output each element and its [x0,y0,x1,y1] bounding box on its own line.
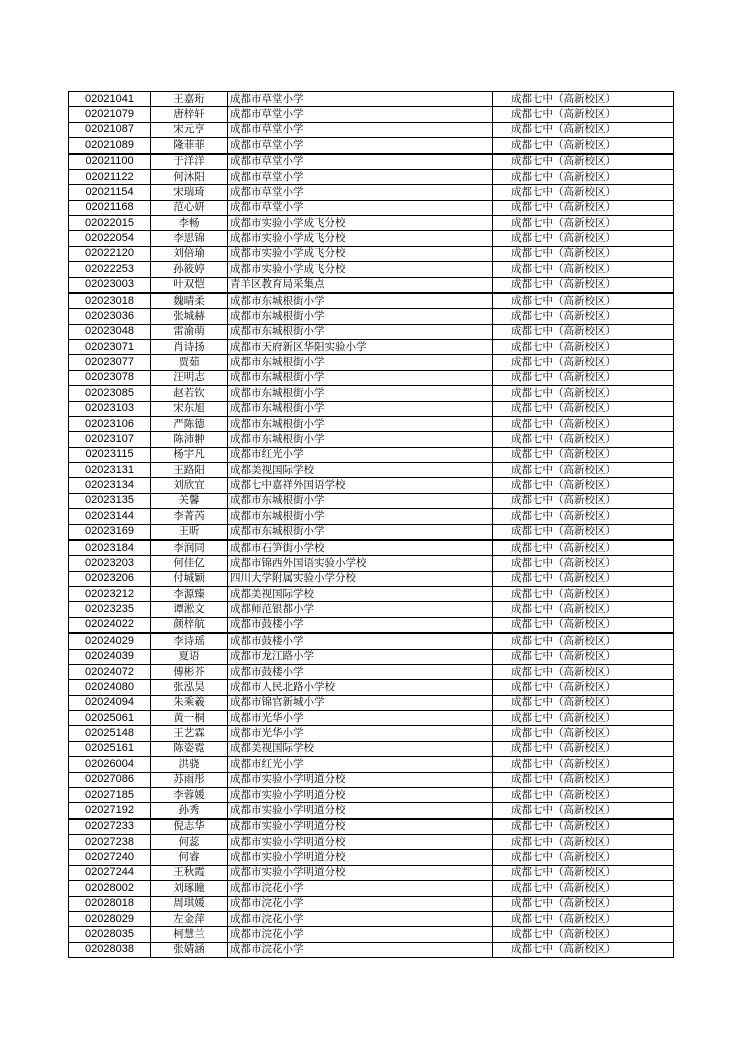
student-name-cell: 何佳亿 [151,556,228,571]
student-id-cell: 02023103 [69,401,151,416]
student-id-cell: 02021168 [69,200,151,215]
student-name-cell: 王嘉珩 [151,92,228,107]
student-name-cell: 颜梓航 [151,617,228,633]
school-cell: 成都市实验小学成飞分校 [228,231,493,246]
student-name-cell: 陈姿霓 [151,741,228,756]
school-cell: 成都市光华小学 [228,726,493,741]
school-cell: 成都市天府新区华阳实验小学 [228,340,493,355]
student-id-cell: 02027244 [69,865,151,880]
student-id-cell: 02023107 [69,432,151,447]
student-name-cell: 王艺霖 [151,726,228,741]
school-cell: 成都市实验小学明道分校 [228,772,493,787]
table-row [69,835,674,850]
student-name-cell: 王秋霞 [151,865,228,880]
destination-cell: 成都七中（高新校区） [493,850,674,865]
destination-cell: 成都七中（高新校区） [493,386,674,401]
table-row [69,107,674,122]
student-id-cell: 02023018 [69,293,151,309]
table-row [69,649,674,664]
table-row [69,571,674,586]
student-name-cell: 张婧涵 [151,942,228,957]
destination-cell: 成都七中（高新校区） [493,680,674,695]
destination-cell: 成都七中（高新校区） [493,865,674,880]
student-name-cell: 朱乘羲 [151,695,228,710]
school-cell: 成都市东城根街小学 [228,493,493,508]
destination-cell: 成都七中（高新校区） [493,246,674,261]
student-name-cell: 倪志华 [151,819,228,835]
school-cell: 成都市鼓楼小学 [228,617,493,633]
table-row [69,262,674,277]
student-id-cell: 02021087 [69,122,151,137]
school-cell: 成都市红光小学 [228,447,493,462]
destination-cell: 成都七中（高新校区） [493,927,674,942]
school-cell: 成都市实验小学成飞分校 [228,246,493,261]
destination-cell: 成都七中（高新校区） [493,633,674,649]
destination-cell: 成都七中（高新校区） [493,416,674,431]
school-cell: 成都市石笋街小学校 [228,540,493,556]
table-row [69,927,674,942]
student-id-cell: 02023003 [69,277,151,293]
student-id-cell: 02023203 [69,556,151,571]
destination-cell: 成都七中（高新校区） [493,695,674,710]
destination-cell: 成都七中（高新校区） [493,881,674,896]
student-id-cell: 02027185 [69,787,151,802]
table-row [69,524,674,540]
student-name-cell: 关馨 [151,493,228,508]
student-name-cell: 宋瑞琦 [151,185,228,200]
student-name-cell: 李蓉媛 [151,787,228,802]
student-name-cell: 夏语 [151,649,228,664]
table-row [69,896,674,911]
table-row [69,185,674,200]
table-row [69,772,674,787]
destination-cell: 成都七中（高新校区） [493,293,674,309]
student-name-cell: 何蕊 [151,835,228,850]
student-id-cell: 02028035 [69,927,151,942]
table-row [69,819,674,835]
school-cell: 成都市浣花小学 [228,911,493,926]
student-id-cell: 02024039 [69,649,151,664]
student-name-cell: 隆菲菲 [151,138,228,154]
student-id-cell: 02021079 [69,107,151,122]
table-row [69,803,674,819]
student-id-cell: 02024022 [69,617,151,633]
table-row [69,138,674,154]
table-row [69,726,674,741]
school-cell: 成都市浣花小学 [228,927,493,942]
school-cell: 成都市实验小学成飞分校 [228,262,493,277]
table-row [69,355,674,370]
school-cell: 成都市东城根街小学 [228,416,493,431]
student-id-cell: 02028038 [69,942,151,957]
table-row [69,711,674,726]
school-cell: 成都市草堂小学 [228,154,493,170]
student-name-cell: 刘倍瑜 [151,246,228,261]
school-cell: 成都市草堂小学 [228,185,493,200]
student-name-cell: 李思锦 [151,231,228,246]
school-cell: 成都市龙江路小学 [228,649,493,664]
destination-cell: 成都七中（高新校区） [493,556,674,571]
table-row [69,850,674,865]
destination-cell: 成都七中（高新校区） [493,355,674,370]
student-name-cell: 柯慧兰 [151,927,228,942]
school-cell: 成都市草堂小学 [228,138,493,154]
student-id-cell: 02023078 [69,370,151,385]
school-cell: 成都师范银都小学 [228,602,493,617]
school-cell: 成都市东城根街小学 [228,355,493,370]
student-name-cell: 魏晴柔 [151,293,228,309]
destination-cell: 成都七中（高新校区） [493,772,674,787]
destination-cell: 成都七中（高新校区） [493,169,674,184]
destination-cell: 成都七中（高新校区） [493,757,674,772]
destination-cell: 成都七中（高新校区） [493,447,674,462]
table-row [69,911,674,926]
table-row [69,617,674,633]
student-id-cell: 02023131 [69,463,151,478]
student-id-cell: 02021089 [69,138,151,154]
student-name-cell: 肖诗扬 [151,340,228,355]
school-cell: 成都市东城根街小学 [228,386,493,401]
student-name-cell: 王路阳 [151,463,228,478]
table-row [69,216,674,231]
student-name-cell: 陈沛翀 [151,432,228,447]
table-row [69,386,674,401]
student-id-cell: 02025161 [69,741,151,756]
table-row [69,741,674,756]
table-row [69,556,674,571]
student-id-cell: 02023135 [69,493,151,508]
school-cell: 成都市草堂小学 [228,107,493,122]
school-cell: 成都市实验小学明道分校 [228,787,493,802]
destination-cell: 成都七中（高新校区） [493,432,674,447]
school-cell: 成都市浣花小学 [228,881,493,896]
student-name-cell: 孙秀 [151,803,228,819]
school-cell: 成都市东城根街小学 [228,432,493,447]
table-row [69,122,674,137]
destination-cell: 成都七中（高新校区） [493,340,674,355]
destination-cell: 成都七中（高新校区） [493,911,674,926]
school-cell: 成都市草堂小学 [228,200,493,215]
destination-cell: 成都七中（高新校区） [493,896,674,911]
table-row [69,587,674,602]
table-row [69,757,674,772]
student-id-cell: 02023212 [69,587,151,602]
destination-cell: 成都七中（高新校区） [493,803,674,819]
student-name-cell: 李菁芮 [151,509,228,524]
destination-cell: 成都七中（高新校区） [493,401,674,416]
table-row [69,324,674,339]
destination-cell: 成都七中（高新校区） [493,835,674,850]
student-name-cell: 杨宇凡 [151,447,228,462]
student-id-cell: 02028002 [69,881,151,896]
destination-cell: 成都七中（高新校区） [493,587,674,602]
student-id-cell: 02028018 [69,896,151,911]
table-row [69,200,674,215]
table-row [69,154,674,170]
table-row [69,231,674,246]
school-cell: 成都美视国际学校 [228,587,493,602]
table-row [69,246,674,261]
student-name-cell: 雷渝萌 [151,324,228,339]
school-cell: 成都市鼓楼小学 [228,633,493,649]
destination-cell: 成都七中（高新校区） [493,324,674,339]
student-name-cell: 汪明志 [151,370,228,385]
school-cell: 成都市实验小学成飞分校 [228,216,493,231]
student-id-cell: 02023115 [69,447,151,462]
student-id-cell: 02023071 [69,340,151,355]
student-id-cell: 02023134 [69,478,151,493]
school-cell: 成都市实验小学明道分校 [228,850,493,865]
student-id-cell: 02022015 [69,216,151,231]
student-name-cell: 何沐阳 [151,169,228,184]
student-name-cell: 傅彬芥 [151,664,228,679]
table-row [69,309,674,324]
destination-cell: 成都七中（高新校区） [493,819,674,835]
table-row [69,401,674,416]
school-cell: 青羊区教育局采集点 [228,277,493,293]
student-name-cell: 苏雨彤 [151,772,228,787]
destination-cell: 成都七中（高新校区） [493,138,674,154]
destination-cell: 成都七中（高新校区） [493,478,674,493]
student-id-cell: 02023036 [69,309,151,324]
student-name-cell: 黄一桐 [151,711,228,726]
student-name-cell: 刘琢瞳 [151,881,228,896]
school-cell: 成都市草堂小学 [228,92,493,107]
student-name-cell: 王昕 [151,524,228,540]
destination-cell: 成都七中（高新校区） [493,216,674,231]
school-cell: 成都市东城根街小学 [228,309,493,324]
destination-cell: 成都七中（高新校区） [493,262,674,277]
table-row [69,92,674,107]
school-cell: 成都市东城根街小学 [228,524,493,540]
destination-cell: 成都七中（高新校区） [493,540,674,556]
table-row [69,509,674,524]
school-cell: 成都市实验小学明道分校 [228,865,493,880]
school-cell: 成都市草堂小学 [228,122,493,137]
student-name-cell: 李诗瑶 [151,633,228,649]
student-id-cell: 02026004 [69,757,151,772]
student-name-cell: 李润同 [151,540,228,556]
student-id-cell: 02024080 [69,680,151,695]
table-row [69,277,674,293]
school-cell: 成都市浣花小学 [228,942,493,957]
school-cell: 成都市鼓楼小学 [228,664,493,679]
table-row [69,787,674,802]
student-name-cell: 谭淞文 [151,602,228,617]
student-name-cell: 何睿 [151,850,228,865]
table-row [69,865,674,880]
school-cell: 成都市东城根街小学 [228,401,493,416]
student-id-cell: 02023106 [69,416,151,431]
destination-cell: 成都七中（高新校区） [493,741,674,756]
table-row [69,463,674,478]
destination-cell: 成都七中（高新校区） [493,787,674,802]
table-row [69,664,674,679]
table-row [69,540,674,556]
student-name-cell: 宋元亨 [151,122,228,137]
student-id-cell: 02023206 [69,571,151,586]
student-name-cell: 赵若钦 [151,386,228,401]
table-row [69,169,674,184]
destination-cell: 成都七中（高新校区） [493,370,674,385]
student-name-cell: 刘欣宜 [151,478,228,493]
student-id-cell: 02027233 [69,819,151,835]
school-cell: 成都市实验小学明道分校 [228,835,493,850]
student-id-cell: 02022120 [69,246,151,261]
school-cell: 成都市锦西外国语实验小学校 [228,556,493,571]
student-id-cell: 02027192 [69,803,151,819]
table-row [69,447,674,462]
destination-cell: 成都七中（高新校区） [493,711,674,726]
student-id-cell: 02023144 [69,509,151,524]
destination-cell: 成都七中（高新校区） [493,154,674,170]
table-row [69,370,674,385]
student-name-cell: 周琪媛 [151,896,228,911]
table-row [69,432,674,447]
student-id-cell: 02027086 [69,772,151,787]
student-id-cell: 02023184 [69,540,151,556]
student-id-cell: 02027238 [69,835,151,850]
destination-cell: 成都七中（高新校区） [493,571,674,586]
school-cell: 成都市东城根街小学 [228,324,493,339]
school-cell: 成都市红光小学 [228,757,493,772]
school-cell: 成都七中嘉祥外国语学校 [228,478,493,493]
destination-cell: 成都七中（高新校区） [493,309,674,324]
student-name-cell: 叶双恺 [151,277,228,293]
student-id-cell: 02023235 [69,602,151,617]
school-cell: 四川大学附属实验小学分校 [228,571,493,586]
table-row [69,680,674,695]
admission-list-table [68,91,674,958]
student-name-cell: 孙筱婷 [151,262,228,277]
student-name-cell: 张泓昊 [151,680,228,695]
student-name-cell: 于洋洋 [151,154,228,170]
school-cell: 成都美视国际学校 [228,741,493,756]
destination-cell: 成都七中（高新校区） [493,463,674,478]
school-cell: 成都市人民北路小学校 [228,680,493,695]
destination-cell: 成都七中（高新校区） [493,524,674,540]
student-id-cell: 02021041 [69,92,151,107]
student-id-cell: 02023085 [69,386,151,401]
school-cell: 成都市浣花小学 [228,896,493,911]
table-row [69,293,674,309]
table-row [69,416,674,431]
destination-cell: 成都七中（高新校区） [493,200,674,215]
student-id-cell: 02024094 [69,695,151,710]
table-row [69,633,674,649]
school-cell: 成都市东城根街小学 [228,509,493,524]
school-cell: 成都市光华小学 [228,711,493,726]
student-id-cell: 02024029 [69,633,151,649]
table-row [69,340,674,355]
destination-cell: 成都七中（高新校区） [493,493,674,508]
student-id-cell: 02023169 [69,524,151,540]
student-name-cell: 宋东旭 [151,401,228,416]
destination-cell: 成都七中（高新校区） [493,617,674,633]
student-name-cell: 严陈德 [151,416,228,431]
destination-cell: 成都七中（高新校区） [493,107,674,122]
destination-cell: 成都七中（高新校区） [493,942,674,957]
table-row [69,881,674,896]
student-id-cell: 02021100 [69,154,151,170]
student-id-cell: 02021154 [69,185,151,200]
destination-cell: 成都七中（高新校区） [493,277,674,293]
student-id-cell: 02027240 [69,850,151,865]
school-cell: 成都市草堂小学 [228,169,493,184]
destination-cell: 成都七中（高新校区） [493,231,674,246]
destination-cell: 成都七中（高新校区） [493,185,674,200]
student-id-cell: 02025148 [69,726,151,741]
student-id-cell: 02028029 [69,911,151,926]
destination-cell: 成都七中（高新校区） [493,92,674,107]
student-id-cell: 02021122 [69,169,151,184]
student-id-cell: 02025061 [69,711,151,726]
table-body [69,92,674,958]
school-cell: 成都市实验小学明道分校 [228,803,493,819]
destination-cell: 成都七中（高新校区） [493,602,674,617]
student-name-cell: 付城颖 [151,571,228,586]
table-row [69,942,674,957]
destination-cell: 成都七中（高新校区） [493,509,674,524]
table-row [69,602,674,617]
student-id-cell: 02022054 [69,231,151,246]
destination-cell: 成都七中（高新校区） [493,122,674,137]
school-cell: 成都市东城根街小学 [228,293,493,309]
destination-cell: 成都七中（高新校区） [493,649,674,664]
student-name-cell: 左金萍 [151,911,228,926]
school-cell: 成都美视国际学校 [228,463,493,478]
table-row [69,695,674,710]
student-name-cell: 洪骁 [151,757,228,772]
destination-cell: 成都七中（高新校区） [493,726,674,741]
student-name-cell: 李畅 [151,216,228,231]
student-id-cell: 02024072 [69,664,151,679]
student-id-cell: 02023077 [69,355,151,370]
student-name-cell: 范心妍 [151,200,228,215]
student-id-cell: 02023048 [69,324,151,339]
school-cell: 成都市锦官新城小学 [228,695,493,710]
school-cell: 成都市实验小学明道分校 [228,819,493,835]
student-name-cell: 唐梓轩 [151,107,228,122]
table-row [69,493,674,508]
student-name-cell: 李源臻 [151,587,228,602]
table-row [69,478,674,493]
school-cell: 成都市东城根街小学 [228,370,493,385]
student-name-cell: 张城赫 [151,309,228,324]
destination-cell: 成都七中（高新校区） [493,664,674,679]
student-name-cell: 贾茹 [151,355,228,370]
student-id-cell: 02022253 [69,262,151,277]
